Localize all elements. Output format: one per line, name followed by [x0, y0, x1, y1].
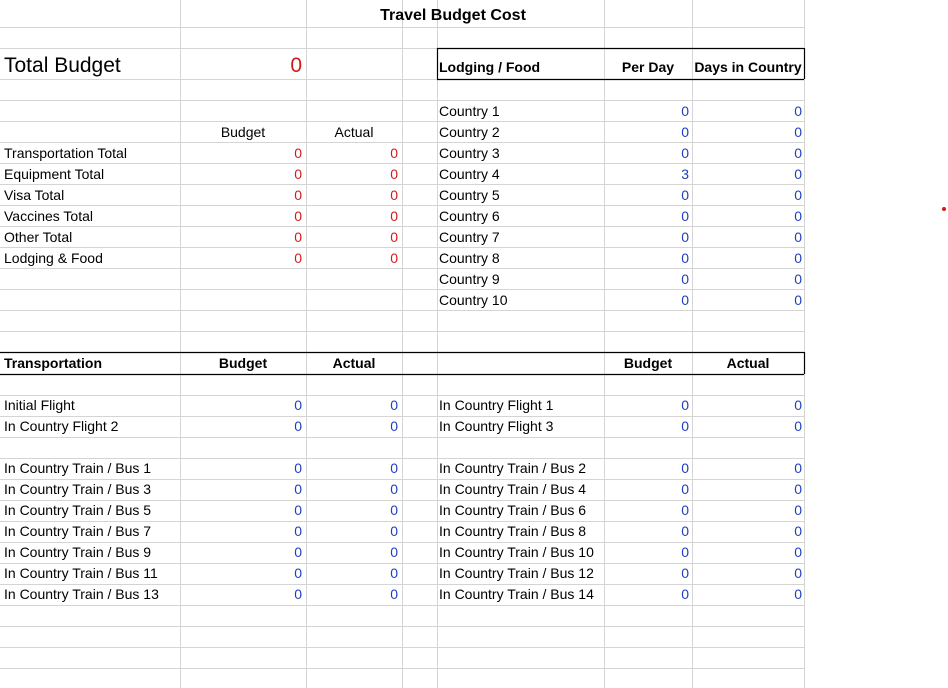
- transport-row-label-right: In Country Train / Bus 14: [439, 586, 594, 602]
- transport-budget-value[interactable]: 0: [294, 565, 302, 581]
- summary-actual-value[interactable]: 0: [390, 145, 398, 161]
- transport-actual-header-right: Actual: [726, 355, 770, 371]
- transport-actual-value-right[interactable]: 0: [794, 544, 802, 560]
- transport-actual-value[interactable]: 0: [390, 523, 398, 539]
- transport-actual-value-right[interactable]: 0: [794, 481, 802, 497]
- summary-budget-header: Budget: [220, 124, 266, 140]
- country-label: Country 10: [439, 292, 508, 308]
- transportation-header: Transportation: [4, 355, 103, 371]
- transport-budget-value-right[interactable]: 0: [681, 523, 689, 539]
- summary-budget-value[interactable]: 0: [294, 187, 302, 203]
- country-label: Country 4: [439, 166, 500, 182]
- country-days-value[interactable]: 0: [794, 208, 802, 224]
- country-days-value[interactable]: 0: [794, 187, 802, 203]
- transport-actual-value-right[interactable]: 0: [794, 523, 802, 539]
- transport-actual-value-right[interactable]: 0: [794, 565, 802, 581]
- transport-row-label-right: In Country Flight 3: [439, 418, 554, 434]
- lodging-food-header: Lodging / Food: [439, 59, 541, 75]
- transport-budget-value-right[interactable]: 0: [681, 418, 689, 434]
- transport-budget-value-right[interactable]: 0: [681, 481, 689, 497]
- transport-budget-value-right[interactable]: 0: [681, 502, 689, 518]
- summary-row-label: Visa Total: [4, 187, 65, 203]
- transport-row-label-right: In Country Train / Bus 12: [439, 565, 594, 581]
- country-days-value[interactable]: 0: [794, 103, 802, 119]
- summary-row-label: Equipment Total: [4, 166, 105, 182]
- country-per-day-value[interactable]: 0: [681, 271, 689, 287]
- country-days-value[interactable]: 0: [794, 166, 802, 182]
- transport-row-label-right: In Country Train / Bus 10: [439, 544, 594, 560]
- transport-budget-value[interactable]: 0: [294, 418, 302, 434]
- country-per-day-value[interactable]: 0: [681, 124, 689, 140]
- summary-actual-value[interactable]: 0: [390, 166, 398, 182]
- country-label: Country 7: [439, 229, 500, 245]
- transport-row-label: In Country Train / Bus 3: [4, 481, 152, 497]
- transport-row-label: In Country Train / Bus 5: [4, 502, 152, 518]
- transport-budget-value[interactable]: 0: [294, 586, 302, 602]
- transport-row-label-right: In Country Train / Bus 8: [439, 523, 587, 539]
- transport-actual-value-right[interactable]: 0: [794, 460, 802, 476]
- country-label: Country 2: [439, 124, 500, 140]
- transport-actual-value[interactable]: 0: [390, 481, 398, 497]
- country-per-day-value[interactable]: 0: [681, 250, 689, 266]
- country-days-value[interactable]: 0: [794, 292, 802, 308]
- country-label: Country 9: [439, 271, 500, 287]
- per-day-header: Per Day: [621, 59, 675, 75]
- summary-actual-value[interactable]: 0: [390, 250, 398, 266]
- summary-budget-value[interactable]: 0: [294, 250, 302, 266]
- transport-budget-value-right[interactable]: 0: [681, 565, 689, 581]
- country-per-day-value[interactable]: 0: [681, 103, 689, 119]
- transport-row-label: In Country Flight 2: [4, 418, 119, 434]
- transport-budget-value-right[interactable]: 0: [681, 586, 689, 602]
- transport-budget-value-right[interactable]: 0: [681, 460, 689, 476]
- transport-actual-value[interactable]: 0: [390, 565, 398, 581]
- transport-budget-value-right[interactable]: 0: [681, 544, 689, 560]
- summary-actual-value[interactable]: 0: [390, 229, 398, 245]
- summary-budget-value[interactable]: 0: [294, 208, 302, 224]
- total-budget-value[interactable]: 0: [290, 54, 302, 77]
- transport-budget-value[interactable]: 0: [294, 397, 302, 413]
- transport-row-label: Initial Flight: [4, 397, 75, 413]
- transport-actual-value[interactable]: 0: [390, 586, 398, 602]
- summary-budget-value[interactable]: 0: [294, 229, 302, 245]
- red-dot-marker: [942, 207, 946, 211]
- summary-row-label: Transportation Total: [4, 145, 127, 161]
- transport-budget-value[interactable]: 0: [294, 481, 302, 497]
- transport-actual-value[interactable]: 0: [390, 397, 398, 413]
- transport-row-label-right: In Country Train / Bus 6: [439, 502, 587, 518]
- transport-budget-value-right[interactable]: 0: [681, 397, 689, 413]
- country-label: Country 8: [439, 250, 500, 266]
- transport-actual-value[interactable]: 0: [390, 460, 398, 476]
- country-label: Country 6: [439, 208, 500, 224]
- transport-row-label: In Country Train / Bus 9: [4, 544, 152, 560]
- country-per-day-value[interactable]: 0: [681, 187, 689, 203]
- country-days-value[interactable]: 0: [794, 124, 802, 140]
- summary-row-label: Other Total: [4, 229, 73, 245]
- transport-row-label: In Country Train / Bus 13: [4, 586, 159, 602]
- country-per-day-value[interactable]: 0: [681, 229, 689, 245]
- summary-actual-value[interactable]: 0: [390, 187, 398, 203]
- days-in-country-header: Days in Country: [694, 59, 802, 75]
- country-label: Country 5: [439, 187, 500, 203]
- transport-actual-header: Actual: [332, 355, 376, 371]
- transport-actual-value[interactable]: 0: [390, 502, 398, 518]
- transport-row-label-right: In Country Train / Bus 4: [439, 481, 587, 497]
- country-per-day-value[interactable]: 0: [681, 145, 689, 161]
- country-days-value[interactable]: 0: [794, 250, 802, 266]
- sheet-title: Travel Budget Cost: [380, 7, 526, 24]
- transport-budget-value[interactable]: 0: [294, 544, 302, 560]
- transport-row-label: In Country Train / Bus 11: [4, 565, 158, 581]
- summary-row-label: Lodging & Food: [4, 250, 103, 266]
- country-days-value[interactable]: 0: [794, 229, 802, 245]
- summary-actual-header: Actual: [334, 124, 374, 140]
- transport-row-label: In Country Train / Bus 1: [4, 460, 152, 476]
- transport-actual-value-right[interactable]: 0: [794, 586, 802, 602]
- country-days-value[interactable]: 0: [794, 271, 802, 287]
- transport-row-label: In Country Train / Bus 7: [4, 523, 152, 539]
- transport-actual-value-right[interactable]: 0: [794, 418, 802, 434]
- transport-budget-header: Budget: [218, 355, 268, 371]
- country-per-day-value[interactable]: 0: [681, 292, 689, 308]
- total-budget-label: Total Budget: [4, 54, 121, 77]
- transport-actual-value-right[interactable]: 0: [794, 502, 802, 518]
- transport-budget-value[interactable]: 0: [294, 523, 302, 539]
- transport-row-label-right: In Country Flight 1: [439, 397, 554, 413]
- summary-budget-value[interactable]: 0: [294, 145, 302, 161]
- transport-row-label-right: In Country Train / Bus 2: [439, 460, 587, 476]
- transport-actual-value[interactable]: 0: [390, 544, 398, 560]
- transport-budget-value[interactable]: 0: [294, 460, 302, 476]
- summary-row-label: Vaccines Total: [4, 208, 93, 224]
- transport-budget-value[interactable]: 0: [294, 502, 302, 518]
- transport-budget-header-right: Budget: [623, 355, 673, 371]
- country-label: Country 1: [439, 103, 500, 119]
- country-label: Country 3: [439, 145, 500, 161]
- summary-budget-value[interactable]: 0: [294, 166, 302, 182]
- transport-actual-value-right[interactable]: 0: [794, 397, 802, 413]
- country-per-day-value[interactable]: 3: [681, 166, 689, 182]
- country-per-day-value[interactable]: 0: [681, 208, 689, 224]
- summary-actual-value[interactable]: 0: [390, 208, 398, 224]
- country-days-value[interactable]: 0: [794, 145, 802, 161]
- transport-actual-value[interactable]: 0: [390, 418, 398, 434]
